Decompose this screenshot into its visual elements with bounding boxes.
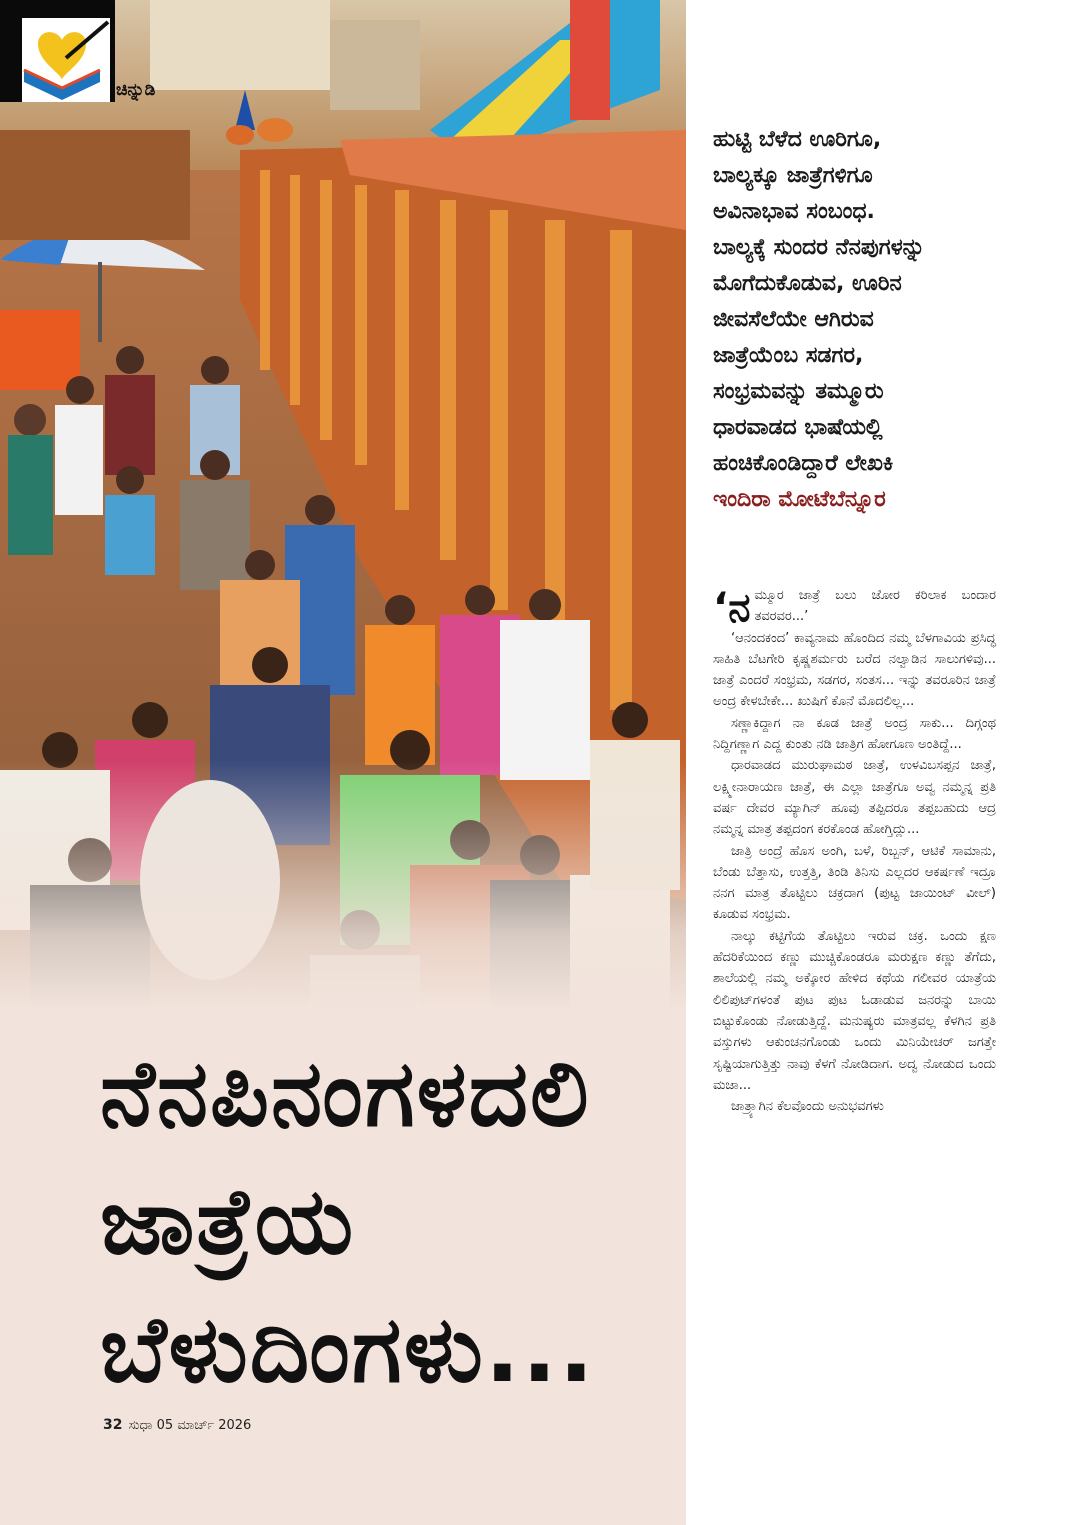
- article-paragraph: ಜಾತ್ರಿ ಅಂದ್ರೆ ಹೊಸ ಅಂಗಿ, ಬಳೆ, ರಿಬ್ಬನ್, ಆಟಿಕೆ ಸಾಮಾನು, ಬೆಂಡು ಬೆತ್ತಾಸು, ಉತ್ತತ್ತಿ, ತಿಂಡಿ ತಿನಿಸು ಎಲ್ಲದರ ಆಕರ್ಷಣೆ ಇದ್ರೂ ನನಗ ಮಾತ್ರ ತೊಟ್ಟಿಲು ಚಕ್ರದಾಗ (ಪುಟ್ಟ ಜಾಯಿಂಟ್ ವೀಲ್) ಕೂಡುವ ಸಂಭ್ರಮ.: [713, 843, 996, 923]
- page-number: 32: [103, 1417, 123, 1433]
- article-body: [713, 585, 996, 1117]
- intro-line: ಬಾಲ್ಯಕ್ಕೆ ಸುಂದರ ನೆನಪುಗಳನ್ನು: [713, 235, 925, 260]
- intro-line: ಜಾತ್ರೆಯೆಂಬ ಸಡಗರ,: [713, 343, 864, 368]
- folio-text: ಸುಧಾ 05 ಮಾರ್ಚ್ 2026: [128, 1418, 252, 1433]
- article-paragraph: ‘ಆನಂದಕಂದ’ ಕಾವ್ಯನಾಮ ಹೊಂದಿದ ನಮ್ಮ ಬೆಳಗಾವಿಯ ಪ್ರಸಿದ್ಧ ಸಾಹಿತಿ ಬೆಟಗೇರಿ ಕೃಷ್ಣಶರ್ಮರು ಬರೆದ ನಲ್ವಾಡಿನ ಸಾಲುಗಳಿವು... ಜಾತ್ರೆ ಎಂದರೆ ಸಂಭ್ರಮ, ಸಡಗರ, ಸಂತಸ... ಇನ್ನು ತವರೂರಿನ ಜಾತ್ರೆ ಅಂದ್ರ ಕೇಳಬೇಕೇ... ಖುಷಿಗೆ ಕೊನೆ ಮೊದಲಿಲ್ಲ...: [713, 630, 996, 710]
- article-paragraph: ಜಾತ್ರ್ಯಾಗಿನ ಕೆಲವೊಂದು ಅನುಭವಗಳು: [731, 1099, 884, 1115]
- article-paragraph: ಸಣ್ಣಾಕಿದ್ದಾಗ ನಾ ಕೂಡ ಜಾತ್ರೆ ಅಂದ್ರ ಸಾಕು... ದಿಗ್ಗಂಥ ನಿದ್ದಿಗಣ್ಣಾಗ ಎದ್ದ ಕುಂತು ನಡಿ ಜಾತ್ರಿಗ ಹೋಗೂಣ ಅಂತಿದ್ದೆ...: [713, 715, 996, 753]
- article-paragraph: ಧಾರವಾಡದ ಮುರುಘಾಮಠ ಜಾತ್ರೆ, ಉಳವಿಬಸಪ್ಪನ ಜಾತ್ರೆ, ಲಕ್ಷ್ಮೀನಾರಾಯಣ ಜಾತ್ರೆ, ಈ ಎಲ್ಲಾ ಜಾತ್ರೆಗೂ ಅವ್ವ ನಮ್ಮನ್ನ ಪ್ರತಿ ವರ್ಷ ದೇವರ ಮ್ಯಾಗಿನ್ ಹೂವು ತಪ್ಪಿದರೂ ತಪ್ಪಬಹುದು ಆದ್ರ ನಮ್ಮನ್ನ ಮಾತ್ರ ತಪ್ಪದಂಗ ಕರಕೊಂಡ ಹೋಗ್ತಿದ್ಲು...: [713, 758, 996, 838]
- intro-line: ಹಂಚಿಕೊಂಡಿದ್ದಾರೆ ಲೇಖಕಿ: [713, 451, 894, 476]
- headline-line-2: ಜಾತ್ರೆಯ: [100, 1168, 356, 1275]
- intro-line: ಬಾಲ್ಯಕ್ಕೂ ಜಾತ್ರೆಗಳಿಗೂ: [713, 163, 873, 188]
- intro-line: ಮೊಗೆದುಕೊಡುವ, ಊರಿನ: [713, 271, 902, 296]
- book-pen-icon: [0, 0, 115, 102]
- intro-line: ಹುಟ್ಟಿ ಬೆಳೆದ ಊರಿಗೂ,: [713, 127, 882, 152]
- intro-line: ಧಾರವಾಡದ ಭಾಷೆಯಲ್ಲಿ: [713, 415, 883, 440]
- lead-paragraph: [713, 585, 996, 631]
- headline-line-3: ಬೆಳುದಿಂಗಳು...: [100, 1296, 596, 1403]
- lead-text: ಮ್ಮೂರ ಜಾತ್ರೆ ಬಲು ಜೋರ ಕರಿಲಾಕ ಬಂದಾರ ತವರವರ...’: [754, 588, 996, 625]
- article-paragraph: ನಾಲ್ಕು ಕಟ್ಟಿಗೆಯ ತೊಟ್ಟಿಲು ಇರುವ ಚಕ್ರ. ಒಂದು ಕ್ಷಣ ಹೆದರಿಕೆಯಿಂದ ಕಣ್ಣು ಮುಚ್ಚಿಕೊಂಡರೂ ಮರುಕ್ಷಣ ಕಣ್ಣು ತೆಗೆದು, ಶಾಲೆಯಲ್ಲಿ ನಮ್ಮ ಅಕ್ಕೋರ ಹೇಳಿದ ಕಥೆಯ ಗಲೀವರ ಯಾತ್ರೆಯ ಲಿಲಿಪುಟ್‌ಗಳಂತೆ ಪುಟ ಪುಟ ಓಡಾಡುವ ಜನರನ್ನು ಬಾಯಿ ಬಿಟ್ಟುಕೊಂಡು ನೋಡುತ್ತಿದ್ದೆ. ಮನುಷ್ಯರು ಮಾತ್ರವಲ್ಲ ಕೆಳಗಿನ ಪ್ರತಿ ವಸ್ತುಗಳು ಆಕುಂಚನಗೊಂಡು ಒಂದು ಮಿನಿಯೇಚರ್ ಜಗತ್ತೇ ಸೃಷ್ಟಿಯಾಗುತ್ತಿತ್ತು ನಾವು ಕೆಳಗೆ ನೋಡಿದಾಗ. ಅದ್ವ ನೋಡುದ ಒಂದು ಮಜಾ...: [713, 928, 996, 1093]
- intro-line: ಅವಿನಾಭಾವ ಸಂಬಂಧ.: [713, 199, 875, 224]
- intro-line: ಜೀವಸೆಲೆಯೇ ಆಗಿರುವ: [713, 307, 874, 332]
- headline: [100, 1030, 680, 1414]
- folio: [103, 1417, 251, 1433]
- photo-fade: [0, 760, 686, 1010]
- section-label: ಚಿನ್ನುಡಿ: [116, 80, 156, 100]
- intro-line: ಸಂಭ್ರಮವನ್ನು ತಮ್ಮೂರು: [713, 379, 884, 404]
- intro-blurb: [713, 122, 1013, 518]
- headline-line-1: ನೆನಪಿನಂಗಳದಲಿ: [100, 1040, 591, 1147]
- logo-box: [0, 0, 115, 102]
- drop-cap: ‘ನ: [713, 585, 751, 631]
- author-name: ಇಂದಿರಾ ಮೋಟೆಬೆನ್ನೂರ: [713, 487, 886, 512]
